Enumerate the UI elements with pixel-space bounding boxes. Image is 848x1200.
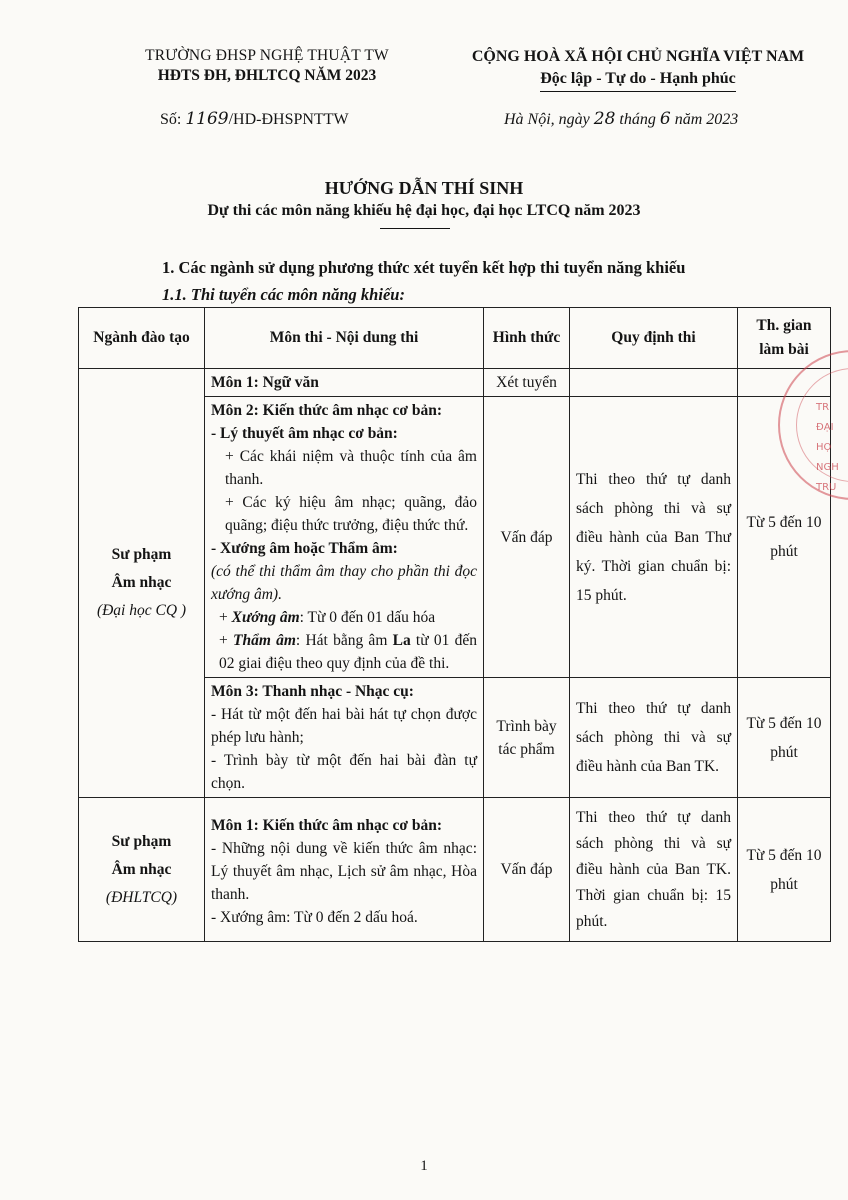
rule-cell: Thi theo thứ tự danh sách phòng thi và sự điều hành của Ban TK. Thời gian chuẩn bị: 15 phút. (570, 798, 738, 942)
format-cell: Trình bày tác phẩm (484, 678, 570, 798)
table-row (79, 369, 831, 397)
duration-cell: Từ 5 đến 10 phút (738, 798, 831, 942)
col-header-nganh: Ngành đào tạo (79, 308, 205, 369)
document-subtitle: Dự thi các môn năng khiếu hệ đại học, đại học LTCQ năm 2023 (207, 202, 641, 219)
rule-cell (570, 369, 738, 397)
subtitle-underline (380, 228, 450, 229)
school-header (112, 46, 422, 86)
document-number: Số: 1169/HD-ĐHSPNTTW (160, 109, 349, 129)
document-title: HƯỚNG DẪN THÍ SINH (324, 178, 524, 198)
major-cell: Sư phạm Âm nhạc (Đại học CQ ) (79, 369, 205, 798)
col-header-monthi: Môn thi - Nội dung thi (205, 308, 484, 369)
format-cell: Vấn đáp (484, 798, 570, 942)
section-heading: 1. Các ngành sử dụng phương thức xét tuyển kết hợp thi tuyển năng khiếu (162, 258, 686, 277)
rule-cell: Thi theo thứ tự danh sách phòng thi và sự điều hành của Ban TK. (570, 678, 738, 798)
format-cell: Vấn đáp (484, 397, 570, 678)
document-date: Hà Nội, ngày 28 tháng 6 năm 2023 (504, 109, 739, 129)
national-header (450, 46, 826, 92)
table-row (79, 798, 831, 942)
exam-table (78, 307, 831, 942)
table-header-row (79, 308, 831, 369)
duration-cell: Từ 5 đến 10 phút (738, 678, 831, 798)
subsection-heading: 1.1. Thi tuyển các môn năng khiếu: (162, 285, 405, 304)
subject-cell: Môn 1: Ngữ văn (205, 369, 484, 397)
subject-cell: Môn 2: Kiến thức âm nhạc cơ bản: - Lý thuyết âm nhạc cơ bản: + Các khái niệm và thuộc tính của âm thanh. + Các ký hiệu âm nhạc; quãng, đảo quãng; điệu thức trưởng, điệu thức thứ. - Xướng âm hoặc Thẩm âm: (có thể thi thẩm âm thay cho phần thi đọc xướng âm). + Xướng âm: Từ 0 đến 01 dấu hóa + Thẩm âm: Hát bằng âm La từ 01 đến 02 giai điệu theo quy định của đề thi. (205, 397, 484, 678)
format-cell: Xét tuyển (484, 369, 570, 397)
handwritten-month: 6 (659, 109, 671, 129)
page-number: 1 (420, 1158, 428, 1174)
seal-text: TR ĐẠI HỌ NGH TRU (816, 402, 839, 493)
council-name: HĐTS ĐH, ĐHLTCQ NĂM 2023 (157, 67, 377, 84)
duration-cell: Từ 5 đến 10 phút (738, 397, 831, 678)
national-motto: Độc lập - Tự do - Hạnh phúc (540, 68, 736, 92)
col-header-quydinh: Quy định thi (570, 308, 738, 369)
school-name: TRƯỜNG ĐHSP NGHỆ THUẬT TW (145, 47, 389, 64)
col-header-thoigian: Th. gian làm bài (738, 308, 831, 369)
handwritten-day: 28 (593, 109, 616, 129)
major-cell: Sư phạm Âm nhạc (ĐHLTCQ) (79, 798, 205, 942)
col-header-hinhthuc: Hình thức (484, 308, 570, 369)
rule-cell: Thi theo thứ tự danh sách phòng thi và sự điều hành của Ban Thư ký. Thời gian chuẩn bị: 15 phút. (570, 397, 738, 678)
subject-cell: Môn 3: Thanh nhạc - Nhạc cụ: - Hát từ một đến hai bài hát tự chọn được phép lưu hành; - Trình bày từ một đến hai bài đàn tự chọn. (205, 678, 484, 798)
subject-cell: Môn 1: Kiến thức âm nhạc cơ bản: - Những nội dung về kiến thức âm nhạc: Lý thuyết âm nhạc, Lịch sử âm nhạc, Hòa thanh. - Xướng âm: Từ 0 đến 2 dấu hoá. (205, 798, 484, 942)
country-name: CỘNG HOÀ XÃ HỘI CHỦ NGHĨA VIỆT NAM (471, 48, 805, 65)
handwritten-number: 1169 (185, 109, 229, 129)
